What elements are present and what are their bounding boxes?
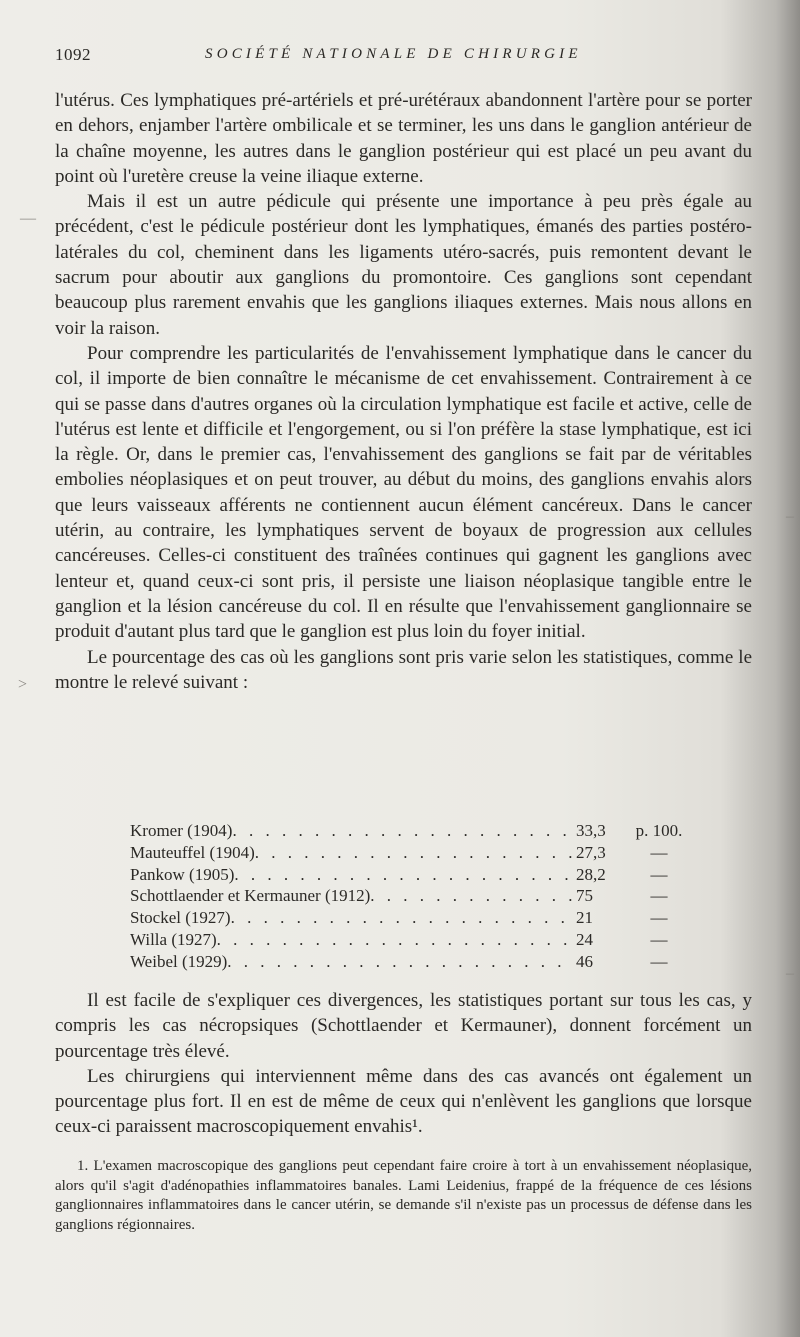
stat-author: Willa (1927) [130, 929, 217, 949]
paragraph: l'utérus. Ces lymphatiques pré-artériels et pré-urétéraux abandonnent l'artère pour se porter en dehors, enjamber l'artère ombilicale et se terminer, les uns dans le ganglion antérieur de la chaîne moyenne, les autres dans le ganglion postérieur qui est placé un peu avant du point où l'uretère creuse la veine iliaque externe. [55, 90, 752, 187]
stat-value: 28,2 [576, 864, 606, 884]
stat-value: 27,3 [576, 842, 606, 862]
stat-author: Mauteuffel (1904) [130, 842, 255, 862]
dot-leader [227, 951, 572, 973]
statistics-table [130, 820, 690, 973]
stat-value: 21 [576, 908, 593, 928]
footnote [55, 1157, 752, 1235]
dot-leader [370, 885, 572, 907]
dot-leader [217, 929, 572, 951]
stat-unit: — [650, 886, 668, 906]
paragraph: Il est facile de s'expliquer ces divergences, les statistiques portant sur tous les cas, y compris les cas nécropsiques (Schottlaender et Kermauner), donnent forcément un pourcentage très élevé. [55, 990, 752, 1062]
paragraph: Mais il est un autre pédicule qui présente une importance à peu près égale au précédent, c'est le pédicule postérieur dont les lymphatiques, émanés des parties postéro-latérales du col, cheminent dans les ligaments utéro-sacrés, puis remontent devant le sacrum pour aboutir aux ganglions du promontoire. Ces ganglions sont cependant beaucoup plus rarement envahis que les ganglions iliaques externes. Mais nous allons en voir la raison. [55, 191, 752, 339]
dot-leader [234, 864, 572, 886]
stat-unit: p. 100. [635, 821, 683, 840]
dot-leader [231, 907, 572, 929]
stat-value: 46 [576, 951, 593, 971]
statistics-row [130, 929, 690, 951]
paragraph: Le pourcentage des cas où les ganglions sont pris varie selon les statistiques, comme le montre le relevé suivant : [55, 646, 752, 693]
page-number: 1092 [55, 45, 91, 64]
statistics-row [130, 885, 690, 907]
statistics-row [130, 951, 690, 973]
stat-author: Schottlaender et Kermauner (1912) [130, 886, 371, 906]
margin-dash-mark: – [786, 965, 794, 982]
main-text-continued [55, 988, 752, 1140]
main-text [55, 88, 752, 695]
running-head: SOCIÉTÉ NATIONALE DE CHIRURGIE [205, 46, 582, 62]
statistics-row [130, 820, 690, 842]
page-header [55, 45, 755, 69]
stat-unit: — [650, 864, 668, 884]
statistics-row [130, 864, 690, 886]
stat-unit: — [650, 929, 668, 949]
margin-arrow-mark: > [18, 676, 28, 693]
paragraph: Pour comprendre les particularités de l'envahissement lymphatique dans le cancer du col, il importe de bien connaître le mécanisme de cet envahissement. Contrairement à ce qui se passe dans d'autres organes où la circulation lymphatique est facile et active, celle de l'utérus est lente et difficile et l'engorgement, ou si l'on préfère la stase lymphatique, est ici la règle. Or, dans le premier cas, l'envahissement des ganglions se fait par de véritables embolies néoplasiques et on peut trouver, au début du moins, des ganglions envahis alors que leurs vaisseaux afférents ne contiennent aucun élément cancéreux. Dans le cancer utérin, au contraire, les lymphatiques servent de boyaux de progression aux cellules cancéreuses. Celles-ci constituent des traînées continues qui gagnent les ganglions avec lenteur et, quand ceux-ci sont pris, il persiste une liaison néoplasique tangible entre le ganglion et la lésion cancéreuse du col. Il en résulte que l'envahissement ganglionnaire se produit d'autant plus tard que le ganglion est plus loin du foyer initial. [55, 342, 752, 643]
stat-unit: — [650, 951, 668, 971]
statistics-row [130, 842, 690, 864]
dot-leader [232, 820, 572, 842]
margin-dash-mark: — [20, 210, 36, 227]
stat-author: Weibel (1929) [130, 951, 228, 971]
stat-value: 24 [576, 929, 593, 949]
stat-value: 33,3 [576, 821, 606, 840]
stat-author: Kromer (1904) [130, 821, 233, 840]
stat-unit: — [650, 908, 668, 928]
footnote-text: 1. L'examen macroscopique des ganglions peut cependant faire croire à tort à un envahissement néoplasique, alors qu'il s'agit d'adénopathies inflammatoires banales. Lami Leidenius, frappé de la fréquence de ces lésions ganglionnaires inflammatoires dans le cancer utérin, se demande s'il n'existe pas un processus de défense dans les ganglions régionnaires. [55, 1158, 752, 1233]
stat-unit: — [650, 842, 668, 862]
margin-dash-mark: – [786, 508, 794, 525]
dot-leader [255, 842, 572, 864]
stat-author: Pankow (1905) [130, 864, 235, 884]
paragraph: Les chirurgiens qui interviennent même dans des cas avancés ont également un pourcentage plus fort. Il en est de même de ceux qui n'enlèvent les ganglions que lorsque ceux-ci paraissent macroscopiquement envahis¹. [55, 1065, 752, 1138]
stat-author: Stockel (1927) [130, 908, 231, 928]
stat-value: 75 [576, 886, 593, 906]
statistics-row [130, 907, 690, 929]
